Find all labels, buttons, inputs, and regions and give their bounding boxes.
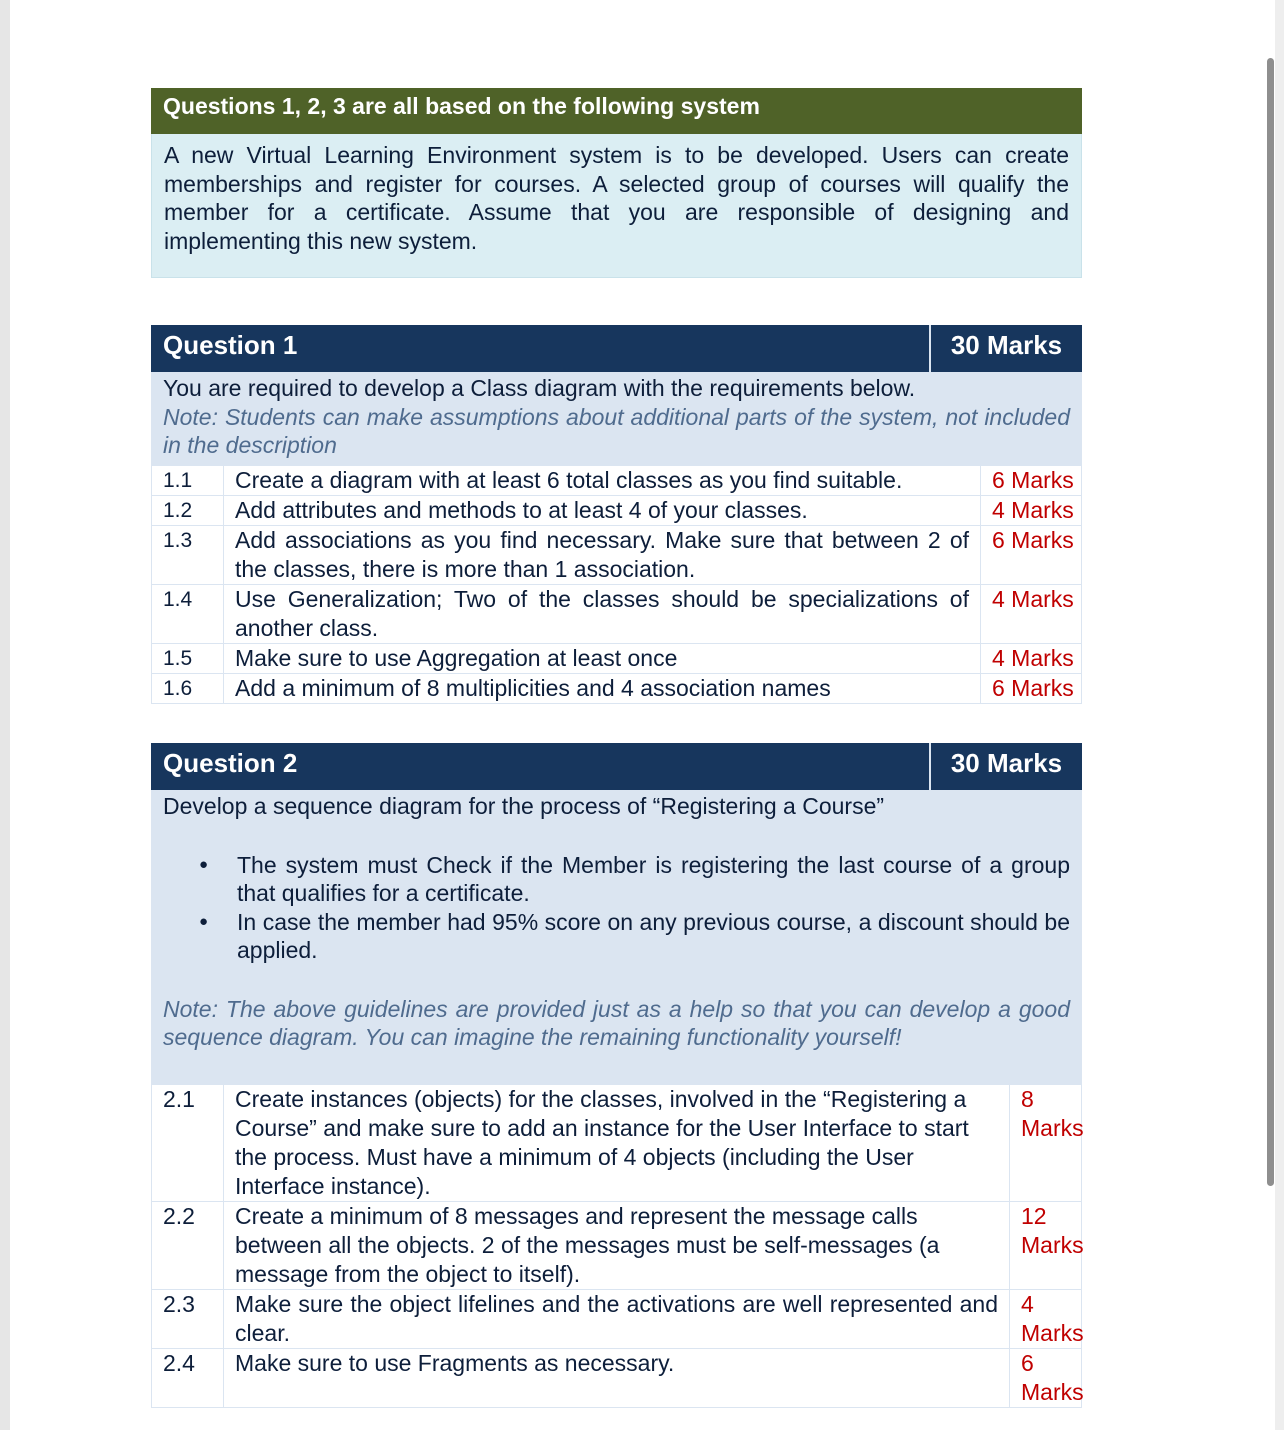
item-number: 2.1	[152, 1085, 224, 1202]
table-row	[152, 466, 1082, 496]
item-number: 2.2	[152, 1202, 224, 1290]
item-marks: 6 Marks	[981, 674, 1082, 704]
table-row	[152, 496, 1082, 526]
item-text: Create a diagram with at least 6 total classes as you find suitable.	[224, 466, 981, 496]
table-row	[152, 1202, 1082, 1290]
table-row	[152, 585, 1082, 644]
item-number: 2.4	[152, 1349, 224, 1408]
item-number: 1.6	[152, 674, 224, 704]
item-text: Create a minimum of 8 messages and represent the message calls between all the objects. 2 of the messages must be self-messages (a message from the object to itself).	[224, 1202, 1010, 1290]
question-2-guidelines	[163, 851, 1070, 965]
item-number: 1.2	[152, 496, 224, 526]
question-2-items	[151, 1084, 1082, 1408]
item-marks: 4 Marks	[981, 585, 1082, 644]
item-number: 2.3	[152, 1290, 224, 1349]
question-1	[151, 325, 1082, 704]
question-1-items	[151, 465, 1082, 704]
question-2-header	[151, 743, 1082, 790]
question-1-title: Question 1	[163, 330, 298, 360]
question-2-intro	[151, 790, 1082, 1084]
item-marks: 4 Marks	[1010, 1290, 1082, 1349]
question-1-requirement: You are required to develop a Class diagram with the requirements below.	[163, 375, 916, 401]
item-text: Make sure to use Fragments as necessary.	[224, 1349, 1010, 1408]
window-left-edge	[0, 0, 10, 1430]
item-text: Make sure the object lifelines and the activations are well represented and clear.	[224, 1290, 1010, 1349]
item-text: Add a minimum of 8 multiplicities and 4 association names	[224, 674, 981, 704]
list-item: ● In case the member had 95% score on any previous course, a discount should be applied.	[163, 908, 1070, 965]
item-marks: 12 Marks	[1010, 1202, 1082, 1290]
table-row	[152, 674, 1082, 704]
question-1-intro	[151, 372, 1082, 465]
item-marks: 6 Marks	[1010, 1349, 1082, 1408]
system-description-box	[151, 88, 1082, 278]
item-text: Make sure to use Aggregation at least once	[224, 644, 981, 674]
item-text: Add attributes and methods to at least 4 of your classes.	[224, 496, 981, 526]
item-marks: 8 Marks	[1010, 1085, 1082, 1202]
item-number: 1.5	[152, 644, 224, 674]
question-2-title: Question 2	[163, 748, 298, 778]
question-2-requirement: Develop a sequence diagram for the process of “Registering a Course”	[163, 793, 885, 819]
item-text: Add associations as you find necessary. Make sure that between 2 of the classes, there is more than 1 association.	[224, 526, 981, 585]
item-text: Use Generalization; Two of the classes should be specializations of another class.	[224, 585, 981, 644]
system-description-header: Questions 1, 2, 3 are all based on the following system	[151, 88, 1082, 134]
question-2-note: Note: The above guidelines are provided just as a help so that you can develop a good sequence diagram. You can imagine the remaining functionality yourself!	[163, 995, 1070, 1050]
question-2-marks: 30 Marks	[929, 743, 1082, 790]
table-row	[152, 1085, 1082, 1202]
question-1-marks: 30 Marks	[929, 325, 1082, 372]
system-description-text: A new Virtual Learning Environment system is to be developed. Users can create memberships and register for courses. A selected group of courses will qualify the member for a certificate. Assume that you are responsible of designing and implementing this new system.	[151, 134, 1082, 278]
item-marks: 6 Marks	[981, 466, 1082, 496]
item-number: 1.1	[152, 466, 224, 496]
question-1-note: Note: Students can make assumptions about additional parts of the system, not included in the description	[163, 403, 1070, 458]
item-marks: 6 Marks	[981, 526, 1082, 585]
table-row	[152, 1290, 1082, 1349]
item-marks: 4 Marks	[981, 644, 1082, 674]
question-2	[151, 743, 1082, 1408]
table-row	[152, 644, 1082, 674]
item-text: Create instances (objects) for the classes, involved in the “Registering a Course” and make sure to add an instance for the User Interface to start the process. Must have a minimum of 4 objects (including the User Interface instance).	[224, 1085, 1010, 1202]
table-row	[152, 1349, 1082, 1408]
list-item: ● The system must Check if the Member is registering the last course of a group that qualifies for a certificate.	[163, 851, 1070, 908]
item-marks: 4 Marks	[981, 496, 1082, 526]
scrollbar-thumb[interactable]	[1267, 58, 1274, 1186]
scrollbar-track[interactable]	[1275, 0, 1284, 1430]
item-number: 1.4	[152, 585, 224, 644]
table-row	[152, 526, 1082, 585]
item-number: 1.3	[152, 526, 224, 585]
question-1-header	[151, 325, 1082, 372]
